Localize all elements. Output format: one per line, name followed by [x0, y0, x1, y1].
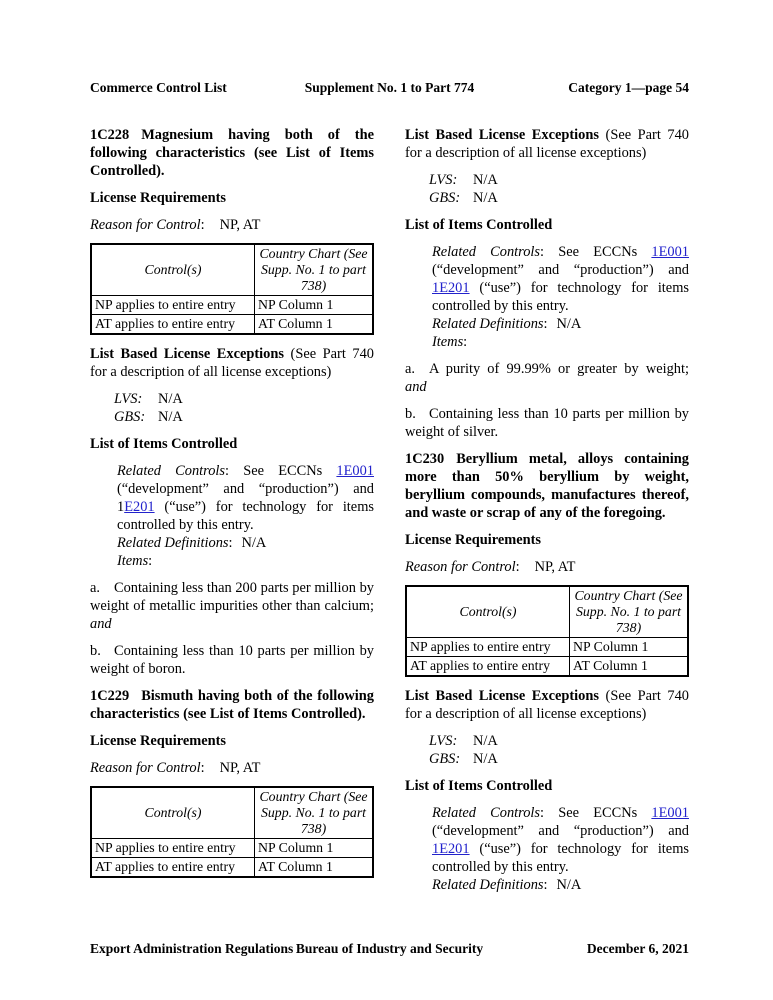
footer-regulations: Export Administration Regulations [90, 941, 294, 956]
item-marker: a. [90, 580, 100, 596]
gbs-label: GBS: [429, 190, 461, 206]
gbs-value: N/A [473, 751, 498, 767]
item-a-paragraph [90, 579, 374, 633]
item-marker: b. [90, 643, 101, 659]
related-controls-paragraph [432, 243, 689, 315]
related-controls-label: Related Controls [117, 463, 226, 479]
colon: : [463, 334, 468, 350]
table-row [406, 657, 688, 677]
related-controls-pre: : See ECCNs [225, 463, 337, 479]
lble-heading: List Based License Exceptions [405, 688, 599, 704]
related-definitions-value: N/A [241, 535, 267, 551]
gbs-value: N/A [158, 409, 183, 425]
license-exception-values [405, 171, 689, 207]
lble-heading: List Based License Exceptions [90, 346, 284, 362]
right-column [405, 126, 689, 903]
related-definitions-line [432, 876, 689, 894]
item-a-and: and [405, 379, 427, 395]
related-definitions-label: Related Definitions [432, 316, 544, 332]
two-column-body [90, 126, 689, 903]
list-based-license-exceptions [405, 687, 689, 723]
eccn-link-1E001[interactable]: 1E001 [651, 805, 689, 821]
gbs-value: N/A [473, 190, 498, 206]
lvs-label: LVS: [429, 172, 458, 188]
table-header-country-chart: Country Chart (See Supp. No. 1 to part 738) [255, 244, 373, 296]
eccn-link-1E201[interactable]: 1E201 [432, 841, 470, 857]
related-controls-pre: : See ECCNs [540, 244, 652, 260]
colon: : [200, 217, 205, 233]
chart-cell: AT Column 1 [570, 657, 688, 677]
chart-cell: AT Column 1 [255, 315, 373, 335]
control-cell: NP applies to entire entry [91, 839, 255, 858]
item-a-text: Containing less than 200 parts per million by weight of metallic impurities other than calcium; [90, 580, 374, 614]
gbs-label: GBS: [114, 409, 146, 425]
related-definitions-label: Related Definitions [117, 535, 229, 551]
lble-heading: List Based License Exceptions [405, 127, 599, 143]
items-line [432, 333, 689, 351]
control-cell: NP applies to entire entry [91, 296, 255, 315]
lble-note: (See Part 740 for a description of all license exceptions) [90, 346, 374, 380]
list-based-license-exceptions [405, 126, 689, 162]
chart-cell: AT Column 1 [255, 858, 373, 878]
control-cell: NP applies to entire entry [406, 638, 570, 657]
colon: : [228, 535, 233, 551]
colon: : [543, 877, 548, 893]
related-controls-block [432, 804, 689, 894]
colon: : [543, 316, 548, 332]
eccn-code: 1C229 [90, 688, 130, 704]
license-requirements-table [90, 243, 374, 335]
item-a-text: A purity of 99.99% or greater by weight; [429, 361, 689, 377]
related-controls-paragraph [432, 804, 689, 876]
table-row [91, 315, 373, 335]
colon: : [515, 559, 520, 575]
table-row [91, 839, 373, 858]
item-b-text: Containing less than 10 parts per million by weight of boron. [90, 643, 374, 677]
reason-label: Reason for Control [405, 559, 516, 575]
control-cell: AT applies to entire entry [91, 858, 255, 878]
table-row [91, 858, 373, 878]
item-a-and: and [90, 616, 112, 632]
chart-cell: NP Column 1 [255, 296, 373, 315]
list-of-items-controlled-heading: List of Items Controlled [405, 217, 553, 233]
related-controls-mid: (“development” and “production”) and [432, 262, 689, 278]
page-footer [90, 941, 689, 957]
lble-note: (See Part 740 for a description of all license exceptions) [405, 127, 689, 161]
related-controls-tail: (“use”) for technology for items controlled by this entry. [432, 841, 689, 875]
header-category-page: Category 1—page 54 [568, 80, 689, 95]
list-of-items-controlled-heading: List of Items Controlled [90, 436, 238, 452]
footer-date: December 6, 2021 [586, 941, 689, 956]
left-column [90, 126, 374, 903]
eccn-1-prefix: 1 [117, 499, 125, 515]
eccn-title: Beryllium metal, alloys containing more than 50% beryllium by weight, beryllium compounds, manufactures thereof, and waste or scrap of any of the foregoing. [405, 451, 689, 521]
eccn-title: Bismuth having both of the following characteristics (see List of Items Controlled). [90, 688, 374, 722]
item-b-paragraph [405, 405, 689, 441]
lvs-label: LVS: [114, 391, 143, 407]
eccn-heading-1c229 [90, 687, 374, 723]
eccn-heading-1c228 [90, 126, 374, 180]
license-requirements-table [90, 786, 374, 878]
license-requirements-heading: License Requirements [405, 532, 542, 548]
header-supplement: Supplement No. 1 to Part 774 [304, 80, 475, 95]
reason-value: NP, AT [219, 760, 261, 776]
list-of-items-controlled-heading: List of Items Controlled [405, 778, 553, 794]
reason-label: Reason for Control [90, 760, 201, 776]
lvs-label: LVS: [429, 733, 458, 749]
related-controls-mid: (“development” and “production”) and [432, 823, 689, 839]
table-header-controls: Control(s) [91, 244, 255, 296]
eccn-code: 1C230 [405, 451, 445, 467]
item-marker: a. [405, 361, 415, 377]
related-definitions-label: Related Definitions [432, 877, 544, 893]
list-based-license-exceptions [90, 345, 374, 381]
item-marker: b. [405, 406, 416, 422]
colon: : [200, 760, 205, 776]
eccn-link-1E001[interactable]: 1E001 [651, 244, 689, 260]
reason-for-control-line [405, 558, 689, 576]
gbs-label: GBS: [429, 751, 461, 767]
items-label: Items [432, 334, 464, 350]
reason-for-control-line [90, 216, 374, 234]
footer-bureau: Bureau of Industry and Security [295, 941, 484, 956]
related-controls-block [117, 462, 374, 570]
lvs-value: N/A [473, 172, 498, 188]
header-document-title: Commerce Control List [90, 80, 227, 95]
lvs-line [114, 390, 374, 408]
related-definitions-value: N/A [556, 877, 582, 893]
eccn-code: 1C228 [90, 127, 130, 143]
eccn-heading-1c230 [405, 450, 689, 522]
page-header [90, 80, 689, 96]
table-row [406, 638, 688, 657]
license-exception-values [90, 390, 374, 426]
chart-cell: NP Column 1 [570, 638, 688, 657]
eccn-link-E201[interactable]: E201 [124, 499, 155, 515]
lvs-value: N/A [158, 391, 183, 407]
reason-for-control-line [90, 759, 374, 777]
related-definitions-line [117, 534, 374, 552]
related-definitions-value: N/A [556, 316, 582, 332]
table-header-row [406, 586, 688, 638]
related-controls-tail: (“use”) for technology for items controlled by this entry. [432, 280, 689, 314]
table-header-row [91, 244, 373, 296]
table-row [91, 296, 373, 315]
item-b-text: Containing less than 10 parts per million by weight of silver. [405, 406, 689, 440]
table-header-country-chart: Country Chart (See Supp. No. 1 to part 738) [255, 787, 373, 839]
items-label: Items [117, 553, 149, 569]
table-header-country-chart: Country Chart (See Supp. No. 1 to part 738) [570, 586, 688, 638]
item-a-paragraph [405, 360, 689, 396]
chart-cell: NP Column 1 [255, 839, 373, 858]
related-controls-block [432, 243, 689, 351]
lble-note: (See Part 740 for a description of all license exceptions) [405, 688, 689, 722]
lvs-line [429, 732, 689, 750]
license-requirements-heading: License Requirements [90, 733, 227, 749]
related-controls-label: Related Controls [432, 244, 541, 260]
eccn-link-1E201[interactable]: 1E201 [432, 280, 470, 296]
license-exception-values [405, 732, 689, 768]
control-cell: AT applies to entire entry [91, 315, 255, 335]
license-requirements-heading: License Requirements [90, 190, 227, 206]
lvs-value: N/A [473, 733, 498, 749]
table-header-row [91, 787, 373, 839]
lvs-line [429, 171, 689, 189]
related-controls-tail: (“use”) for technology for items controlled by this entry. [117, 499, 374, 533]
related-controls-label: Related Controls [432, 805, 541, 821]
reason-value: NP, AT [534, 559, 576, 575]
control-cell: AT applies to entire entry [406, 657, 570, 677]
gbs-line [114, 408, 374, 426]
eccn-title: Magnesium having both of the following characteristics (see List of Items Controlled). [90, 127, 374, 179]
reason-value: NP, AT [219, 217, 261, 233]
gbs-line [429, 750, 689, 768]
gbs-line [429, 189, 689, 207]
reason-label: Reason for Control [90, 217, 201, 233]
eccn-link-1E001[interactable]: 1E001 [336, 463, 374, 479]
item-b-paragraph [90, 642, 374, 678]
table-header-controls: Control(s) [91, 787, 255, 839]
license-requirements-table [405, 585, 689, 677]
table-header-controls: Control(s) [406, 586, 570, 638]
related-controls-paragraph [117, 462, 374, 534]
related-controls-mid: (“development” and “production”) and [117, 481, 374, 497]
related-controls-pre: : See ECCNs [540, 805, 652, 821]
related-definitions-line [432, 315, 689, 333]
items-line [117, 552, 374, 570]
colon: : [148, 553, 153, 569]
